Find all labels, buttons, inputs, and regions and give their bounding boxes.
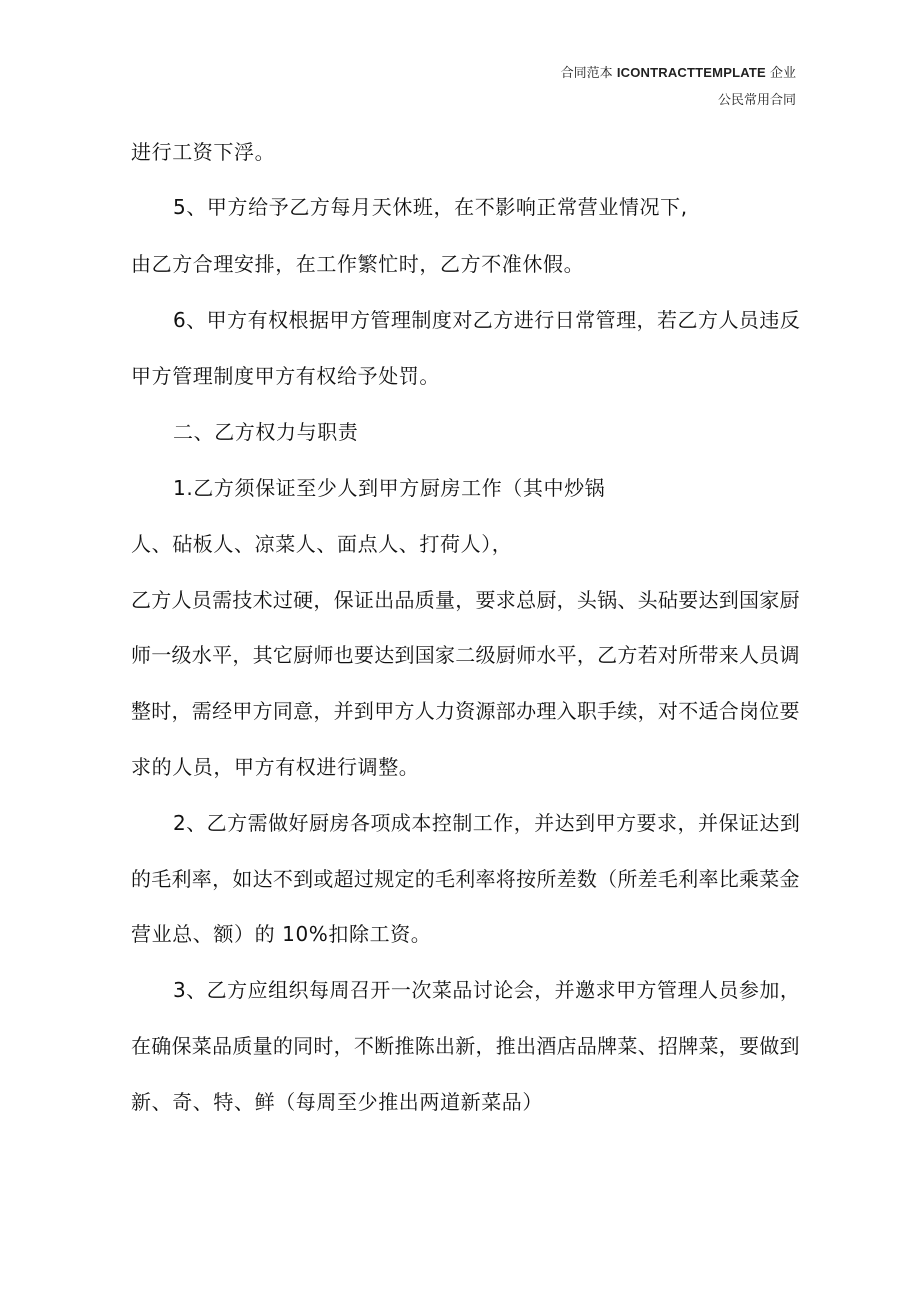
paragraph-line: 乙方人员需技术过硬，保证出品质量，要求总厨，头锅、头砧要达到国家厨 [131, 588, 800, 612]
paragraph-line: 师一级水平，其它厨师也要达到国家二级厨师水平，乙方若对所带来人员调 [131, 643, 800, 667]
header-prefix: 合同范本 [560, 66, 617, 81]
paragraph-line: 进行工资下浮。 [131, 140, 276, 164]
paragraph-line: 由乙方合理安排，在工作繁忙时，乙方不准休假。 [131, 252, 585, 276]
paragraph-line: 人、砧板人、凉菜人、面点人、打荷人）， [131, 532, 513, 556]
header-suffix: 企业 [765, 66, 796, 81]
paragraph-line: 甲方管理制度甲方有权给予处罚。 [131, 364, 440, 388]
paragraph-line: 求的人员，甲方有权进行调整。 [131, 755, 420, 779]
page-header-title [561, 65, 796, 82]
header-brand: ICONTRACTTEMPLATE [616, 65, 766, 80]
paragraph-line: 3、乙方应组织每周召开一次菜品讨论会，并邀求甲方管理人员参加， [173, 978, 801, 1002]
paragraph-line: 在确保菜品质量的同时，不断推陈出新，推出酒店品牌菜、招牌菜，要做到 [131, 1034, 800, 1058]
paragraph-line: 营业总、额）的 10%扣除工资。 [131, 922, 432, 946]
paragraph-line: 整时，需经甲方同意，并到甲方人力资源部办理入职手续，对不适合岗位要 [131, 699, 800, 723]
paragraph-line: 的毛利率，如达不到或超过规定的毛利率将按所差数（所差毛利率比乘菜金 [131, 867, 800, 891]
paragraph-line: 5、甲方给予乙方每月天休班，在不影响正常营业情况下, [173, 195, 688, 219]
paragraph-line: 2、乙方需做好厨房各项成本控制工作，并达到甲方要求，并保证达到 [173, 811, 801, 835]
section-heading: 二、乙方权力与职责 [173, 420, 359, 444]
paragraph-line: 6、甲方有权根据甲方管理制度对乙方进行日常管理，若乙方人员违反 [173, 308, 801, 332]
page-header-subtitle: 公民常用合同 [717, 93, 796, 108]
paragraph-line: 1.乙方须保证至少人到甲方厨房工作（其中炒锅 [173, 476, 606, 500]
paragraph-line: 新、奇、特、鲜（每周至少推出两道新菜品） [131, 1090, 543, 1114]
